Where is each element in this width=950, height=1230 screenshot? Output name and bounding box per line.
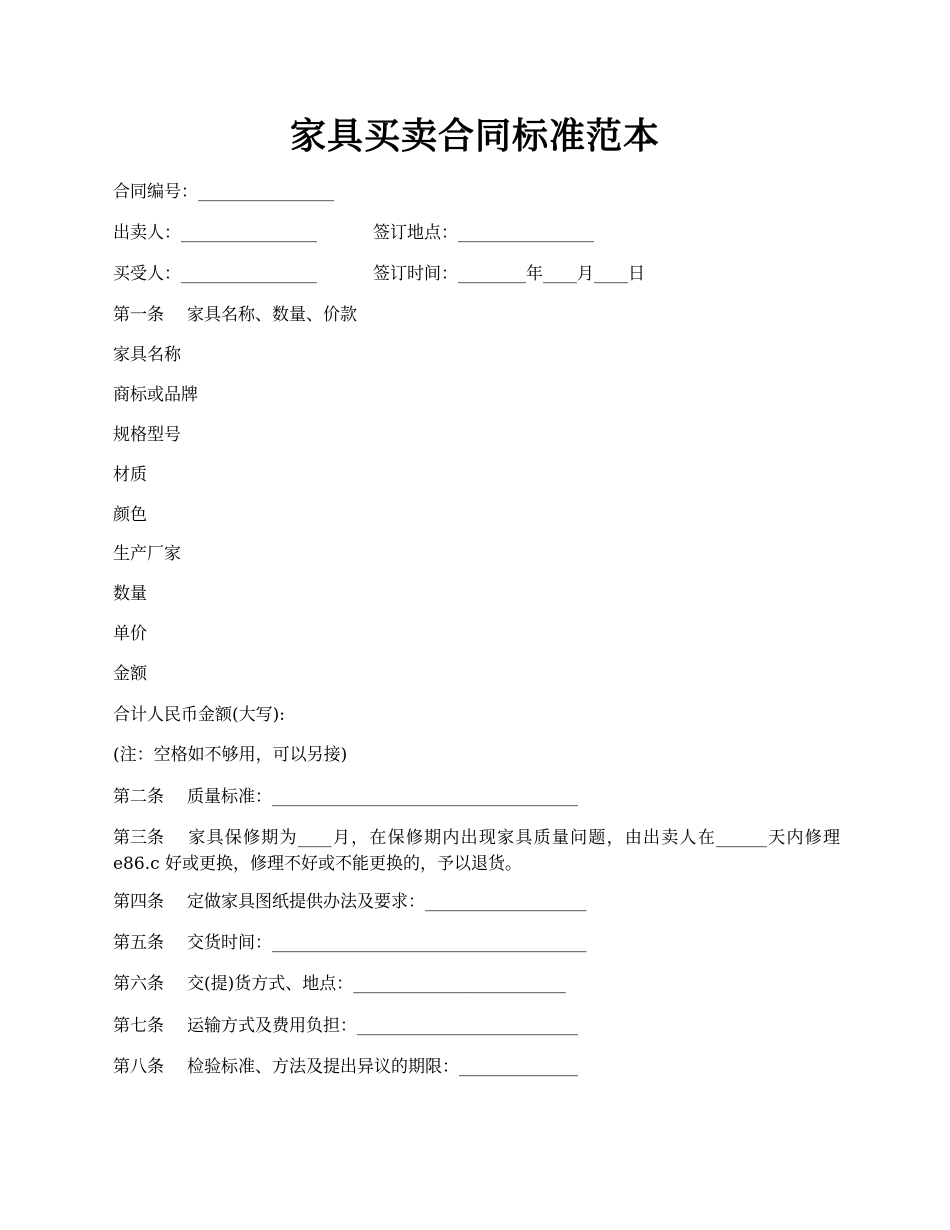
article-2-number: 第二条: [113, 787, 164, 807]
item-quantity: 数量: [113, 584, 147, 604]
article-5: [113, 931, 587, 955]
article-1-text: 家具名称、数量、价款: [187, 305, 357, 325]
article-8: [113, 1055, 578, 1079]
article-6-text: 交(提)货方式、地点：_________________________: [187, 974, 566, 994]
sign-place-line: 签订地点：________________: [373, 223, 594, 243]
article-7-number: 第七条: [113, 1016, 164, 1036]
article-8-text: 检验标准、方法及提出异议的期限：______________: [187, 1057, 578, 1077]
article-7: [113, 1014, 578, 1038]
article-5-text: 交货时间：_____________________________________: [187, 933, 587, 953]
total-amount-line: 合计人民币金额(大写):: [113, 705, 285, 725]
article-3-text: 家具保修期为____月，在保修期内出现家具质量问题，由出卖人在______天内修理 e86.c 好或更换，修理不好或不能更换的，予以退货。: [113, 828, 840, 874]
item-furniture-name: 家具名称: [113, 345, 181, 365]
article-2: [113, 785, 578, 809]
document-title: 家具买卖合同标准范本: [289, 115, 660, 157]
article-1-number: 第一条: [113, 305, 164, 325]
article-2-text: 质量标准：____________________________________: [187, 787, 578, 807]
article-6: [113, 972, 566, 996]
article-4-text: 定做家具图纸提供办法及要求：___________________: [187, 892, 587, 912]
sign-time-line: 签订时间：________年____月____日: [373, 264, 645, 284]
item-amount: 金额: [113, 664, 147, 684]
item-manufacturer: 生产厂家: [113, 544, 181, 564]
article-3: [113, 825, 840, 877]
buyer-line: 买受人：________________: [113, 264, 317, 284]
item-material: 材质: [113, 465, 147, 485]
item-model: 规格型号: [113, 425, 181, 445]
seller-line: 出卖人：________________: [113, 223, 317, 243]
note-line: (注：空格如不够用，可以另接): [113, 745, 348, 765]
article-5-number: 第五条: [113, 933, 164, 953]
article-1: [113, 303, 357, 327]
article-4: [113, 890, 587, 914]
contract-number-line: 合同编号：________________: [113, 182, 334, 202]
article-3-number: 第三条: [113, 828, 164, 848]
article-4-number: 第四条: [113, 892, 164, 912]
item-color: 颜色: [113, 505, 147, 525]
article-8-number: 第八条: [113, 1057, 164, 1077]
article-7-text: 运输方式及费用负担：__________________________: [187, 1016, 578, 1036]
item-brand: 商标或品牌: [113, 385, 198, 405]
article-6-number: 第六条: [113, 974, 164, 994]
item-unit-price: 单价: [113, 624, 147, 644]
